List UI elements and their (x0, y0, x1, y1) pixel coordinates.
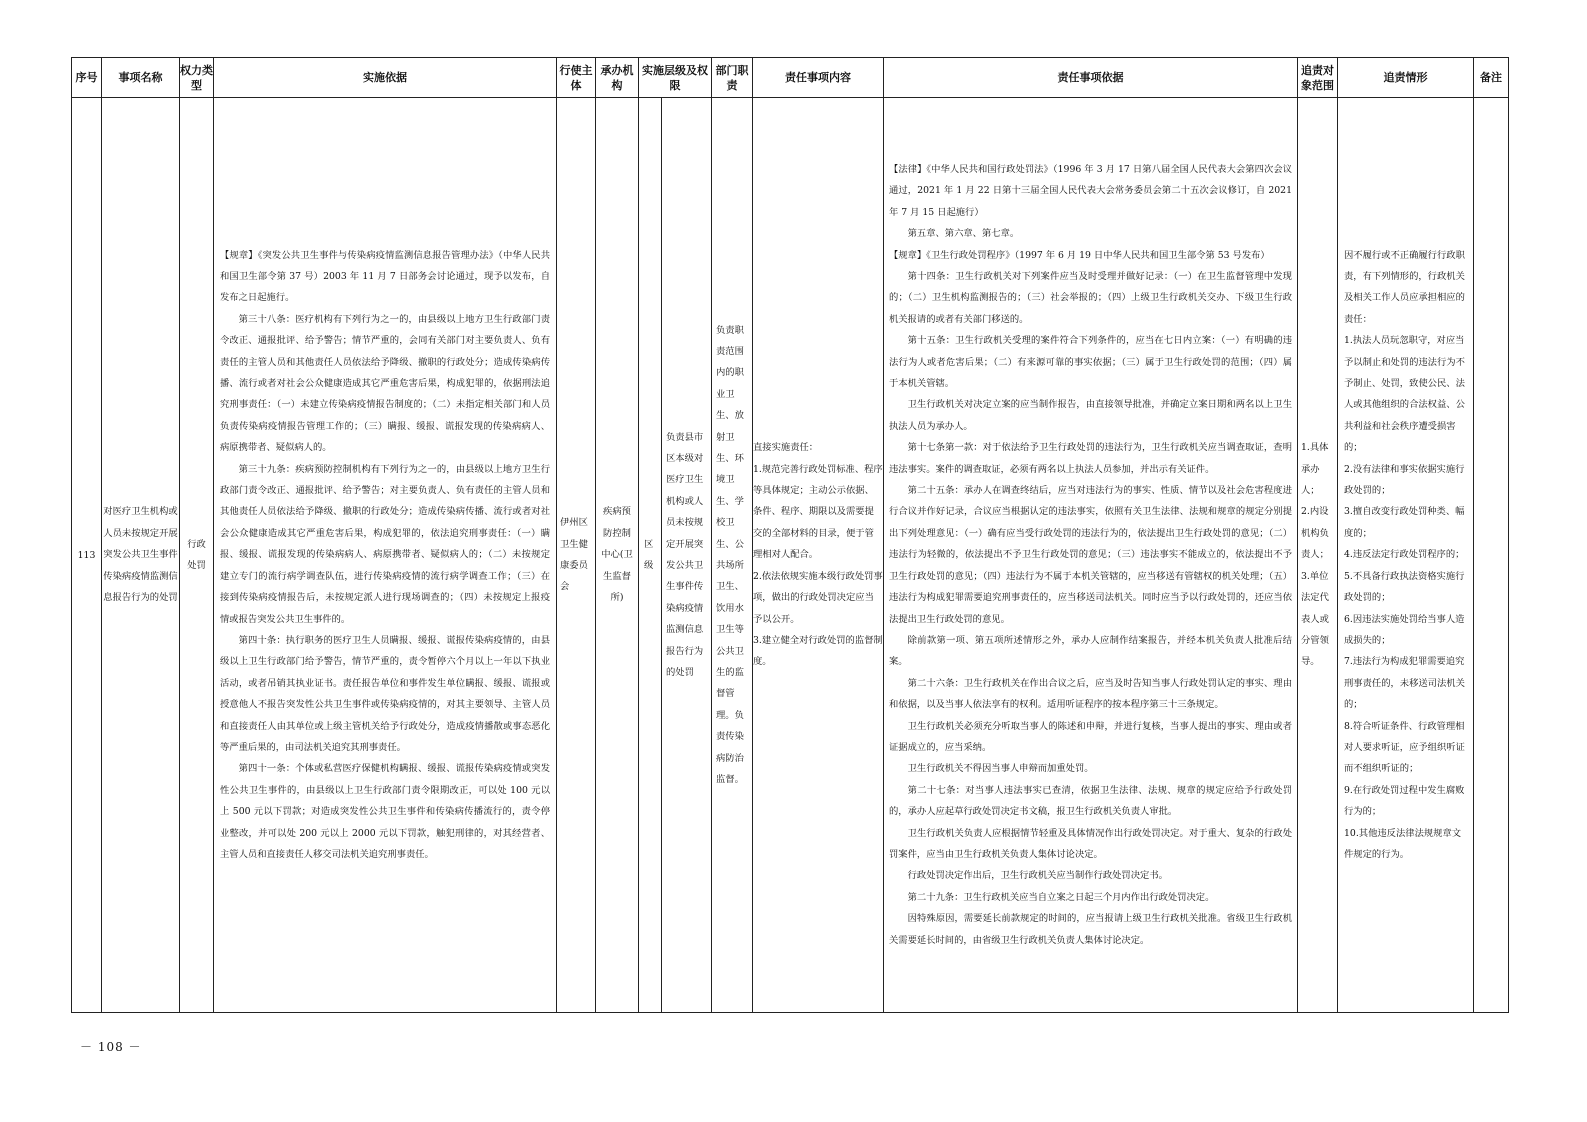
cell-level-b: 负责县市区本级对医疗卫生机构或人员未按规定开展突发公共卫生事件传染病疫情监测信息报告行为的处罚 (662, 98, 712, 1013)
page-number: － 108 － (80, 1040, 142, 1054)
list-item: 2.没有法律和事实依据实施行政处罚的； (1344, 463, 1465, 497)
paragraph: 第二十六条：卫生行政机关在作出合议之后，应当及时告知当事人行政处罚认定的事实、理由和依据，以及当事人依法享有的权利。适用听证程序的按本程序第三十三条规定。 (889, 677, 1292, 711)
resp-basis-list (889, 159, 1292, 951)
table-header-row (72, 58, 1509, 98)
list-item: 1.执法人员玩忽职守，对应当予以制止和处罚的违法行为不予制止、处罚，致使公民、法人或其他组织的合法权益、公共利益和社会秩序遭受损害的； (1344, 335, 1465, 454)
basis-list (220, 245, 550, 866)
header-agency: 承办机构 (596, 58, 639, 98)
paragraph: 第二十五条：承办人在调查终结后，应当对违法行为的事实、性质、情节以及社会危害程度进行合议并作好记录，合议应当根据认定的违法事实，依照有关卫生法律、法规和规章的规定分别提出下列处理意见：（一）确有应当受行政处罚的违法行为的，依法提出卫生行政处罚的意见；（二）违法行为轻微的，依法提出不予卫生行政处罚的意见；（三）违法事实不能成立的，依法提出不予卫生行政处罚的意见；（四）违法行为不属于本机关管辖的，应当移送有管辖权的机关处理；（五）违法行为构成犯罪需要追究刑事责任的，应当移送司法机关。同时应当予以行政处罚的，还应当依法提出卫生行政处罚的意见。 (889, 485, 1292, 625)
header-seq: 序号 (72, 58, 102, 98)
list-item: 9.在行政处罚过程中发生腐败行为的； (1344, 784, 1465, 818)
cell-subject: 伊州区卫生健康委员会 (557, 98, 596, 1013)
header-resp-basis: 责任事项依据 (884, 58, 1298, 98)
paragraph: 卫生行政机关对决定立案的应当制作报告，由直接领导批准，并确定立案日期和两名以上卫生执法人员为承办人。 (889, 399, 1292, 432)
cell-accountable (1298, 98, 1338, 1013)
cell-level-a: 区级 (639, 98, 662, 1013)
list-item: 3.建立健全对行政处罚的监督制度。 (753, 634, 883, 668)
list-item: 2.依法依规实施本级行政处罚事项，做出的行政处罚决定应当予以公开。 (753, 570, 883, 625)
cell-resp-basis (884, 98, 1298, 1013)
list-item: 10.其他违反法律法规规章文件规定的行为。 (1344, 827, 1462, 860)
cell-responsibility (753, 98, 884, 1013)
list-item: 3.单位法定代表人或分管领导。 (1301, 570, 1329, 668)
accountable-list (1301, 437, 1334, 672)
paragraph: 第四十一条：个体或私营医疗保健机构瞒报、缓报、谎报传染病疫情或突发性公共卫生事件的，由县级以上卫生行政部门责令限期改正，可以处 100 元以上 500 元以下罚款；对造成突发性公共卫生事件和传染病传播流行的，责令停业整改，并可以处 200 元以上 2000 元以下罚款，触犯刑律的，对其经营者、主管人员和直接责任人移交司法机关追究刑事责任。 (220, 763, 550, 860)
power-list-table (71, 57, 1509, 1013)
list-item: 5.不具备行政执法资格实施行政处罚的； (1344, 570, 1465, 604)
paragraph: 第十七条第一款：对于依法给予卫生行政处罚的违法行为，卫生行政机关应当调查取证，查明违法事实。案件的调查取证，必须有两名以上执法人员参加，并出示有关证件。 (889, 442, 1292, 475)
header-remarks: 备注 (1474, 58, 1509, 98)
header-accountable: 追责对象范围 (1298, 58, 1338, 98)
cell-item-name: 对医疗卫生机构或人员未按规定开展突发公共卫生事件传染病疫情监测信息报告行为的处罚 (102, 98, 180, 1013)
list-item: 3.擅自改变行政处罚种类、幅度的； (1344, 506, 1465, 539)
header-responsibility: 责任事项内容 (753, 58, 884, 98)
cell-remarks (1474, 98, 1509, 1013)
paragraph: 行政处罚决定作出后，卫生行政机关应当制作行政处罚决定书。 (907, 870, 1168, 882)
paragraph: 第十四条：卫生行政机关对下列案件应当及时受理并做好记录：（一）在卫生监督管理中发现的；（二）卫生机构监测报告的；（三）社会举报的；（四）上级卫生行政机关交办、下级卫生行政机关报请的或者有关部门移送的。 (889, 271, 1292, 325)
paragraph: 第二十九条：卫生行政机关应当自立案之日起三个月内作出行政处罚决定。 (907, 891, 1215, 903)
paragraph: 第十五条：卫生行政机关受理的案件符合下列条件的，应当在七日内立案：（一）有明确的违法行为人或者危害后果；（二）有来源可靠的事实依据；（三）属于卫生行政处罚的范围；（四）属于本机关管辖。 (889, 335, 1292, 390)
list-item: 1.具体承办人； (1301, 442, 1329, 497)
header-power-type: 权力类型 (180, 58, 214, 98)
paragraph: 第三十八条：医疗机构有下列行为之一的，由县级以上地方卫生行政部门责令改正、通报批评、给予警告；情节严重的，会同有关部门对主要负责人、负有责任的主管人员和其他责任人员依法给予降级、撤职的行政处分；造成传染病传播、流行或者对社会公众健康造成其它严重危害后果，构成犯罪的，依据刑法追究刑事责任：（一）未建立传染病疫情报告制度的；（二）未指定相关部门和人员负责传染病疫情报告管理工作的；（三）瞒报、缓报、谎报发现的传染病病人、病原携带者、疑似病人的。 (220, 313, 550, 454)
header-basis: 实施依据 (214, 58, 557, 98)
paragraph: 除前款第一项、第五项所述情形之外，承办人应制作结案报告，并经本机关负责人批准后结案。 (889, 634, 1292, 668)
header-dept-duty: 部门职责 (712, 58, 753, 98)
paragraph: 第二十七条：对当事人违法事实已查清，依据卫生法律、法规、规章的规定应给予行政处罚的，承办人应起草行政处罚决定书文稿，报卫生行政机关负责人审批。 (889, 784, 1292, 818)
header-level: 实施层级及权限 (639, 58, 712, 98)
list-item: 4.违反法定行政处罚程序的； (1344, 549, 1465, 561)
header-item-name: 事项名称 (102, 58, 180, 98)
header-situations: 追责情形 (1338, 58, 1474, 98)
paragraph: 卫生行政机关负责人应根据情节轻重及具体情况作出行政处罚决定。对于重大、复杂的行政处罚案件，应当由卫生行政机关负责人集体讨论决定。 (889, 827, 1292, 860)
paragraph: 【法律】《中华人民共和国行政处罚法》（1996 年 3 月 17 日第八届全国人民代表大会第四次会议通过，2021 年 1 月 22 日第十三届全国人民代表大会常务委员会第二十五次会议修订，自 2021 年 7 月 15 日起施行） (889, 163, 1292, 218)
list-item: 6.因违法实施处罚给当事人造成损失的； (1344, 613, 1465, 646)
paragraph: 【规章】《卫生行政处罚程序》（1997 年 6 月 19 日中华人民共和国卫生部令第 53 号发布） (889, 249, 1270, 261)
list-item: 1.规范完善行政处罚标准、程序等具体规定；主动公示依据、条件、程序、期限以及需要提交的全部材料的目录，便于管理相对人配合。 (753, 463, 883, 561)
list-item: 2.内设机构负责人； (1301, 506, 1329, 561)
paragraph: 【规章】《突发公共卫生事件与传染病疫情监测信息报告管理办法》（中华人民共和国卫生部令第 37 号）2003 年 11 月 7 日部务会讨论通过，现予以发布，自发布之日起施行。 (220, 249, 550, 304)
header-subject: 行使主体 (557, 58, 596, 98)
cell-agency: 疾病预防控制中心(卫生监督所) (596, 98, 639, 1013)
paragraph: 卫生行政机关必须充分听取当事人的陈述和申辩，并进行复核，当事人提出的事实、理由或者证据成立的，应当采纳。 (889, 720, 1292, 753)
cell-power-type: 行政处罚 (180, 98, 214, 1013)
cell-basis (214, 98, 557, 1013)
cell-dept-duty: 负责职责范围内的职业卫生、放射卫生、环境卫生、学校卫生、公共场所卫生、饮用水卫生等公共卫生的监督管理。负责传染病防治监督。 (712, 98, 753, 1013)
paragraph: 第三十九条：疾病预防控制机构有下列行为之一的，由县级以上地方卫生行政部门责令改正、通报批评、给予警告；对主要负责人、负有责任的主管人员和其他责任人员依法给予降级、撤职的行政处分；造成传染病传播、流行或者对社会公众健康造成其它严重危害后果，构成犯罪的，依法追究刑事责任：（一）瞒报、缓报、谎报发现的传染病病人、病原携带者、疑似病人的；（二）未按规定建立专门的流行病学调查队伍，进行传染病疫情的流行病学调查工作；（三）在接到传染病疫情报告后，未按规定派人进行现场调查的；（四）未按规定上报疫情或报告突发公共卫生事件的。 (220, 463, 550, 625)
table-row (72, 98, 1509, 1013)
responsibility-list (753, 437, 883, 672)
paragraph: 因特殊原因，需要延长前款规定的时间的，应当报请上级卫生行政机关批准。省级卫生行政机关需要延长时间的，由省级卫生行政机关负责人集体讨论决定。 (889, 913, 1292, 946)
list-item: 7.违法行为构成犯罪需要追究刑事责任的，未移送司法机关的； (1344, 656, 1465, 711)
list-item: 直接实施责任： (753, 442, 819, 454)
paragraph: 卫生行政机关不得因当事人申辩而加重处罚。 (907, 763, 1094, 775)
list-item: 因不履行或不正确履行行政职责，有下列情形的，行政机关及相关工作人员应承担相应的责任： (1344, 249, 1465, 325)
list-item: 8.符合听证条件、行政管理相对人要求听证，应予组织听证而不组织听证的； (1344, 720, 1465, 775)
paragraph: 第五章、第六章、第七章。 (907, 228, 1020, 240)
cell-seq: 113 (72, 98, 102, 1013)
paragraph: 第四十条：执行职务的医疗卫生人员瞒报、缓报、谎报传染病疫情的，由县级以上卫生行政部门给予警告，情节严重的，责令暂停六个月以上一年以下执业活动，或者吊销其执业证书。责任报告单位和事件发生单位瞒报、缓报、谎报或授意他人不报告突发性公共卫生事件或传染病疫情的，对其主要领导、主管人员和直接责任人由其单位或上级主管机关给予行政处分，造成疫情播散或事态恶化等严重后果的，由司法机关追究其刑事责任。 (220, 634, 550, 753)
situations-list (1344, 245, 1467, 866)
cell-situations (1338, 98, 1474, 1013)
